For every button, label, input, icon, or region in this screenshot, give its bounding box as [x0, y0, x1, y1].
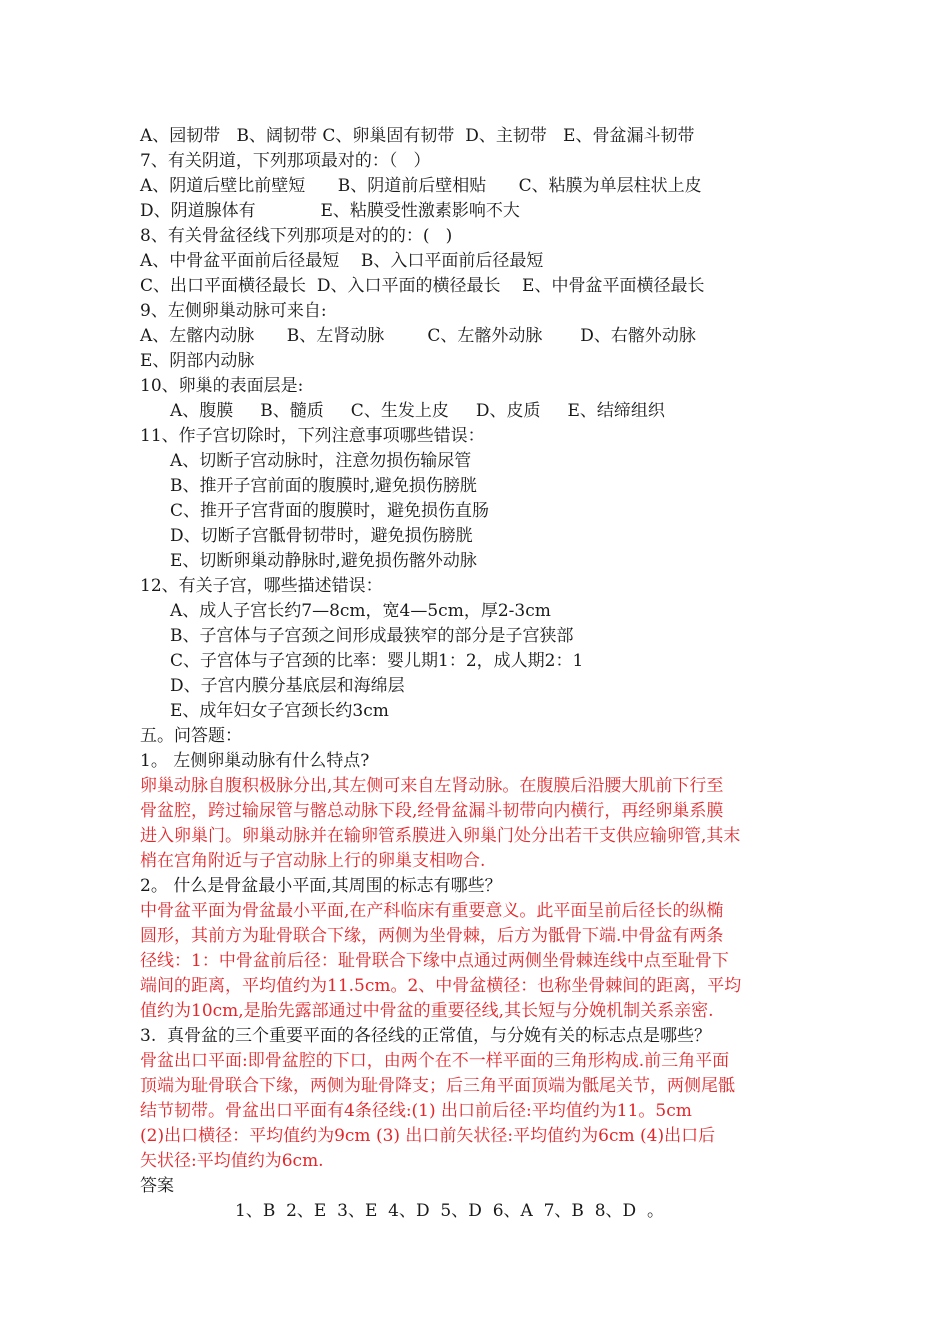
q7-stem: 7、有关阴道，下列那项最对的：（ ） — [140, 151, 431, 171]
qa2-answer-line: 值约为10cm,是胎先露部通过中骨盆的重要径线,其长短与分娩机制关系亲密. — [140, 1001, 714, 1021]
q11-option-c: C、推开子宫背面的腹膜时，避免损伤直肠 — [170, 501, 490, 521]
q11-stem: 11、作子宫切除时，下列注意事项哪些错误： — [140, 426, 485, 446]
section-heading: 五。问答题： — [140, 726, 242, 746]
answer-key: 1、B 2、E 3、E 4、D 5、D 6、A 7、B 8、D 。 — [235, 1201, 664, 1221]
q12-stem: 12、有关子宫，哪些描述错误： — [140, 576, 383, 596]
q11-option-a: A、切断子宫动脉时，注意勿损伤输尿管 — [170, 451, 472, 471]
q7-options-1: A、阴道后壁比前壁短 B、阴道前后壁相贴 C、粘膜为单层柱状上皮 — [140, 176, 702, 196]
qa3-answer-line: 结节韧带。骨盆出口平面有4条径线:(1) 出口前后径:平均值约为11。5cm — [140, 1101, 692, 1121]
q9-stem: 9、左侧卵巢动脉可来自: — [140, 301, 327, 321]
q6-options: A、园韧带 B、阔韧带 C、卵巢固有韧带 D、主韧带 E、骨盆漏斗韧带 — [140, 126, 695, 146]
qa1-answer-line: 进入卵巢门。卵巢动脉并在输卵管系膜进入卵巢门处分出若干支供应输卵管,其末 — [140, 826, 741, 846]
q12-option-e: E、成年妇女子宫颈长约3cm — [170, 701, 389, 721]
qa2-answer-line: 端间的距离，平均值约为11.5cm。2、中骨盆横径：也称坐骨棘间的距离，平均 — [140, 976, 742, 996]
q8-options-1: A、中骨盆平面前后径最短 B、入口平面前后径最短 — [140, 251, 544, 271]
qa2-answer-line: 中骨盆平面为骨盆最小平面,在产科临床有重要意义。此平面呈前后径长的纵椭 — [140, 901, 724, 921]
q8-stem: 8、有关骨盆径线下列那项是对的的：( ) — [140, 226, 453, 246]
qa3-answer-line: 顶端为耻骨联合下缘，两侧为耻骨降支；后三角平面顶端为骶尾关节，两侧尾骶 — [140, 1076, 735, 1096]
qa3-answer-line: 骨盆出口平面:即骨盆腔的下口，由两个在不一样平面的三角形构成.前三角平面 — [140, 1051, 730, 1071]
qa1-answer-line: 卵巢动脉自腹积极脉分出,其左侧可来自左肾动脉。在腹膜后沿腰大肌前下行至 — [140, 776, 724, 796]
q11-option-b: B、推开子宫前面的腹膜时,避免损伤膀胱 — [170, 476, 477, 496]
qa3-answer-line: (2)出口横径：平均值约为9cm (3) 出口前矢状径:平均值约为6cm (4)出口后 — [140, 1126, 716, 1146]
qa1-answer-line: 骨盆腔，跨过输尿管与髂总动脉下段,经骨盆漏斗韧带向内横行，再经卵巢系膜 — [140, 801, 724, 821]
q10-options: A、腹膜 B、髓质 C、生发上皮 D、皮质 E、结缔组织 — [170, 401, 665, 421]
qa2-answer-line: 径线：1：中骨盆前后径：耻骨联合下缘中点通过两侧坐骨棘连线中点至耻骨下 — [140, 951, 729, 971]
q11-option-d: D、切断子宫骶骨韧带时，避免损伤膀胱 — [170, 526, 473, 546]
q12-option-a: A、成人子宫长约7—8cm，宽4—5cm，厚2-3cm — [170, 601, 551, 621]
qa3-answer-line: 矢状径:平均值约为6cm. — [140, 1151, 324, 1171]
qa3-question: 3. 真骨盆的三个重要平面的各径线的正常值，与分娩有关的标志点是哪些？ — [140, 1026, 712, 1046]
q9-options-1: A、左髂内动脉 B、左肾动脉 C、左髂外动脉 D、右髂外动脉 — [140, 326, 696, 346]
q7-options-2: D、阴道腺体有 E、粘膜受性激素影响不大 — [140, 201, 520, 221]
q10-stem: 10、卵巢的表面层是: — [140, 376, 304, 396]
q12-option-b: B、子宫体与子宫颈之间形成最狭窄的部分是子宫狭部 — [170, 626, 574, 646]
q11-option-e: E、切断卵巢动静脉时,避免损伤髂外动脉 — [170, 551, 477, 571]
document-page — [140, 124, 830, 1224]
qa2-answer-line: 圆形，其前方为耻骨联合下缘，两侧为坐骨棘，后方为骶骨下端.中骨盆有两条 — [140, 926, 724, 946]
q12-option-d: D、子宫内膜分基底层和海绵层 — [170, 676, 405, 696]
qa2-question: 2。 什么是骨盆最小平面,其周围的标志有哪些？ — [140, 876, 502, 896]
qa1-question: 1。 左侧卵巢动脉有什么特点? — [140, 751, 370, 771]
q12-option-c: C、子宫体与子宫颈的比率：婴儿期1：2，成人期2：1 — [170, 651, 584, 671]
q9-options-2: E、阴部内动脉 — [140, 351, 255, 371]
qa1-answer-line: 梢在宫角附近与子宫动脉上行的卵巢支相吻合. — [140, 851, 486, 871]
answers-label: 答案 — [140, 1176, 174, 1196]
q8-options-2: C、出口平面横径最长 D、入口平面的横径最长 E、中骨盆平面横径最长 — [140, 276, 705, 296]
